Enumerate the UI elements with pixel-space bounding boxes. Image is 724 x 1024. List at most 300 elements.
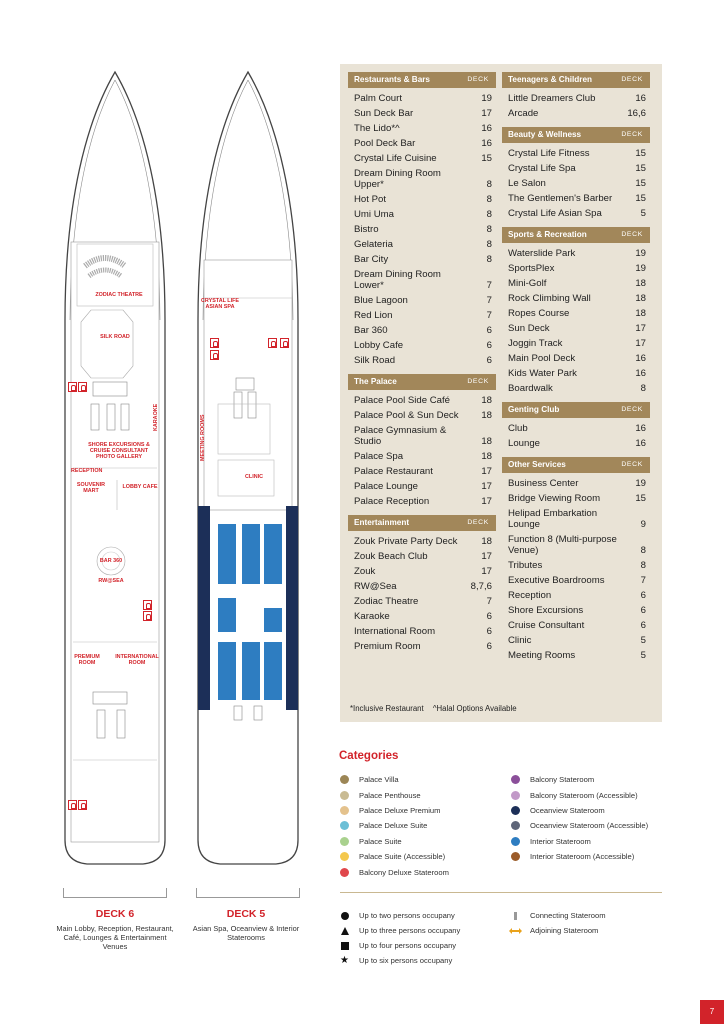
category-swatch: [340, 806, 349, 815]
venue-name: Karaoke: [354, 611, 390, 622]
venue-deck: 19: [481, 93, 492, 104]
category-label: Oceanview Stateroom: [530, 805, 605, 815]
crystal-life-asian-spa-label: CRYSTAL LIFE ASIAN SPA: [201, 298, 239, 311]
symbol-label: Adjoining Stateroom: [530, 926, 599, 935]
section-title: Genting Club: [508, 405, 560, 414]
star-icon: [340, 956, 349, 966]
category-swatch: [340, 791, 349, 800]
venue-deck: 17: [481, 551, 492, 562]
deck-5-bracket: [196, 888, 300, 898]
venue-name: Waterslide Park: [508, 248, 576, 259]
symbol-label: Up to two persons occupany: [359, 911, 455, 920]
venue-deck: 15: [635, 163, 646, 174]
category-label: Balcony Stateroom: [530, 775, 595, 785]
venue-name: Arcade: [508, 108, 539, 119]
venue-deck: 15: [635, 178, 646, 189]
venue-name: The Lido*^: [354, 123, 400, 134]
venue-name: Crystal Life Fitness: [508, 148, 590, 159]
venue-deck: 17: [635, 323, 646, 334]
category-item: [511, 818, 681, 833]
venue-deck: 16: [635, 423, 646, 434]
deck-column-header: DECK: [621, 231, 643, 238]
category-swatch: [511, 821, 520, 830]
category-swatch: [340, 868, 349, 877]
section-title: Teenagers & Children: [508, 75, 593, 84]
venue-deck: 18: [635, 278, 646, 289]
directory-row: [502, 421, 650, 436]
directory-row: [348, 166, 496, 192]
venue-deck: 8: [486, 194, 492, 205]
venue-deck: 7: [640, 575, 646, 586]
directory-row: [348, 136, 496, 151]
venue-name: Dream Dining Room Upper*: [354, 168, 441, 190]
venue-deck: 9: [640, 519, 646, 530]
symbol-label: Connecting Stateroom: [530, 911, 606, 920]
category-item: [340, 787, 510, 802]
category-swatch: [511, 775, 520, 784]
venue-deck: 7: [486, 596, 492, 607]
venue-deck: 18: [635, 308, 646, 319]
reception-label: RECEPTION: [71, 468, 103, 474]
deck-5-title: DECK 5: [226, 908, 266, 920]
square-icon: [340, 942, 349, 950]
deck-column-header: DECK: [467, 378, 489, 385]
category-label: Palace Penthouse: [359, 790, 421, 800]
venue-name: Zouk: [354, 566, 376, 577]
venue-name: Joggin Track: [508, 338, 563, 349]
venue-deck: 6: [486, 611, 492, 622]
venue-name: Umi Uma: [354, 209, 394, 220]
directory-row: [348, 121, 496, 136]
directory-row: [502, 106, 650, 121]
venue-name: Club: [508, 423, 528, 434]
section-title: Other Services: [508, 460, 566, 469]
venue-name: SportsPlex: [508, 263, 555, 274]
directory-row: [348, 464, 496, 479]
venue-name: Shore Excursions: [508, 605, 584, 616]
venue-name: Meeting Rooms: [508, 650, 576, 661]
venue-deck: 17: [481, 481, 492, 492]
venue-name: International Room: [354, 626, 436, 637]
venue-deck: 8: [486, 179, 492, 190]
venue-deck: 18: [481, 410, 492, 421]
venue-deck: 17: [481, 566, 492, 577]
shore-excursions-label: SHORE EXCURSIONS & CRUISE CONSULTANT PHOTO GALLERY: [88, 442, 150, 461]
section-header: [348, 515, 496, 531]
square-icon-glyph: [341, 942, 349, 950]
venue-name: Helipad Embarkation Lounge: [508, 508, 598, 530]
venue-name: Executive Boardrooms: [508, 575, 605, 586]
directory-row: [348, 207, 496, 222]
venue-name: Sun Deck Bar: [354, 108, 414, 119]
adjoining-icon-glyph: [511, 930, 520, 932]
category-swatch: [340, 821, 349, 830]
venue-deck: 7: [486, 280, 492, 291]
deck-6-plan: [63, 70, 167, 870]
venue-name: Kids Water Park: [508, 368, 577, 379]
venue-name: Business Center: [508, 478, 579, 489]
directory-row: [348, 106, 496, 121]
categories-title: Categories: [339, 750, 399, 762]
venue-deck: 18: [481, 395, 492, 406]
rw-sea-label: RW@SEA: [98, 578, 124, 584]
directory-row: [502, 558, 650, 573]
venue-deck: 17: [635, 338, 646, 349]
occupancy-legend: [340, 908, 460, 968]
directory-row: [348, 534, 496, 549]
category-label: Palace Villa: [359, 775, 399, 785]
directory-row: [348, 594, 496, 609]
directory-row: [348, 579, 496, 594]
venue-name: RW@Sea: [354, 581, 397, 592]
legend-divider: [340, 892, 662, 893]
venue-deck: 19: [635, 478, 646, 489]
venue-deck: 8: [486, 224, 492, 235]
directory-row: [502, 276, 650, 291]
venue-name: Bar 360: [354, 325, 388, 336]
directory-row: [348, 639, 496, 654]
connecting-icon-glyph: [514, 912, 517, 920]
directory-row: [348, 624, 496, 639]
directory-row: [348, 252, 496, 267]
directory-row: [348, 222, 496, 237]
venue-deck: 18: [481, 451, 492, 462]
directory-row: [502, 191, 650, 206]
venue-deck: 19: [635, 263, 646, 274]
category-label: Palace Deluxe Suite: [359, 821, 428, 831]
deck-column-header: DECK: [621, 461, 643, 468]
venue-deck: 17: [481, 496, 492, 507]
venue-name: Clinic: [508, 635, 532, 646]
section-header: [348, 72, 496, 88]
venue-deck: 5: [640, 635, 646, 646]
symbol-item: [511, 923, 606, 938]
deck-5-hull: [196, 70, 300, 870]
venue-deck: 8: [640, 383, 646, 394]
directory-section: [348, 515, 496, 654]
category-label: Palace Suite: [359, 836, 402, 846]
directory-row: [502, 491, 650, 506]
directory-row: [502, 532, 650, 558]
venue-deck: 6: [640, 590, 646, 601]
category-swatch: [511, 837, 520, 846]
deck-column-header: DECK: [621, 76, 643, 83]
deck-6-bracket: [63, 888, 167, 898]
restroom-icon: [280, 338, 289, 348]
venue-name: Palace Pool Side Café: [354, 395, 450, 406]
venue-name: Rock Climbing Wall: [508, 293, 591, 304]
section-header: [502, 127, 650, 143]
directory-row: [502, 603, 650, 618]
venue-name: Crystal Life Spa: [508, 163, 576, 174]
triangle-icon-glyph: [341, 927, 349, 935]
venue-name: Palace Reception: [354, 496, 430, 507]
venue-name: Le Salon: [508, 178, 546, 189]
section-header: [502, 227, 650, 243]
venue-name: Mini-Golf: [508, 278, 547, 289]
section-header: [348, 374, 496, 390]
directory-row: [502, 291, 650, 306]
category-label: Interior Stateroom (Accessible): [530, 852, 635, 862]
category-label: Oceanview Stateroom (Accessible): [530, 821, 649, 831]
venue-name: Cruise Consultant: [508, 620, 585, 631]
venue-name: Zodiac Theatre: [354, 596, 419, 607]
category-swatch: [340, 837, 349, 846]
category-label: Palace Deluxe Premium: [359, 805, 441, 815]
venue-name: Pool Deck Bar: [354, 138, 416, 149]
directory-row: [348, 308, 496, 323]
venue-deck: 18: [635, 293, 646, 304]
venue-name: Lobby Cafe: [354, 340, 404, 351]
directory-section: [502, 127, 650, 221]
directory-row: [502, 146, 650, 161]
directory-row: [502, 506, 650, 532]
category-item: [340, 864, 510, 879]
section-header: [502, 72, 650, 88]
directory-row: [502, 476, 650, 491]
directory-row: [348, 293, 496, 308]
souvenir-mart-label: SOUVENIR MART: [76, 482, 106, 495]
venue-name: Palace Restaurant: [354, 466, 433, 477]
section-title: Entertainment: [354, 518, 410, 527]
venue-deck: 5: [640, 650, 646, 661]
venue-name: Boardwalk: [508, 383, 553, 394]
directory-row: [348, 408, 496, 423]
venue-name: Bistro: [354, 224, 379, 235]
directory-row: [502, 366, 650, 381]
directory-row: [502, 261, 650, 276]
venue-name: Red Lion: [354, 310, 393, 321]
categories-legend-right: [511, 772, 681, 864]
page-number: 7: [700, 1000, 724, 1024]
venue-deck: 8: [486, 239, 492, 250]
deck-column-header: DECK: [621, 131, 643, 138]
venue-deck: 6: [486, 626, 492, 637]
restroom-icon: [210, 350, 219, 360]
directory-row: [502, 633, 650, 648]
category-swatch: [340, 775, 349, 784]
category-item: [511, 834, 681, 849]
directory-row: [348, 494, 496, 509]
directory-row: [348, 91, 496, 106]
directory-row: [348, 338, 496, 353]
venue-deck: 7: [486, 310, 492, 321]
deck-6-description: Main Lobby, Reception, Restaurant, Café, Lounges & Entertainment Venues: [56, 924, 174, 951]
category-label: Interior Stateroom: [530, 836, 591, 846]
category-swatch: [511, 791, 520, 800]
directory-row: [348, 192, 496, 207]
venue-name: Little Dreamers Club: [508, 93, 596, 104]
venue-name: Palace Pool & Sun Deck: [354, 410, 459, 421]
directory-section: [348, 72, 496, 368]
stateroom-link-legend: [511, 908, 606, 938]
venue-deck: 15: [481, 153, 492, 164]
star-icon-glyph: ★: [340, 954, 349, 966]
zodiac-theatre-label: ZODIAC THEATRE: [95, 292, 143, 298]
venue-deck: 17: [481, 108, 492, 119]
footnote-halal: ^Halal Options Available: [432, 704, 517, 713]
venue-name: Sun Deck: [508, 323, 550, 334]
restroom-icon: [143, 611, 152, 621]
deck-column-header: DECK: [467, 76, 489, 83]
venue-deck: 6: [640, 620, 646, 631]
categories-legend-left: [340, 772, 510, 880]
directory-row: [502, 91, 650, 106]
silk-road-label: SILK ROAD: [100, 334, 130, 340]
directory-row: [348, 549, 496, 564]
deck-5-plan: [196, 70, 300, 870]
venue-deck: 7: [486, 295, 492, 306]
venue-name: Palace Spa: [354, 451, 404, 462]
restroom-icon: [268, 338, 277, 348]
category-label: Balcony Stateroom (Accessible): [530, 790, 638, 800]
venue-deck: 16: [635, 353, 646, 364]
venue-deck: 5: [640, 208, 646, 219]
venue-name: Dream Dining Room Lower*: [354, 269, 441, 291]
venue-deck: 16: [481, 123, 492, 134]
adjoining-icon: [511, 930, 520, 932]
restroom-icon: [210, 338, 219, 348]
venue-name: Palace Gymnasium & Studio: [354, 425, 447, 447]
venue-name: Palace Lounge: [354, 481, 419, 492]
category-swatch: [511, 852, 520, 861]
category-label: Balcony Deluxe Stateroom: [359, 867, 449, 877]
venue-deck: 16: [635, 93, 646, 104]
venue-deck: 16,6: [627, 108, 646, 119]
venue-deck: 8: [640, 545, 646, 556]
international-room-label: INTERNATIONAL ROOM: [115, 654, 159, 667]
symbol-item: [340, 923, 460, 938]
category-item: [511, 787, 681, 802]
section-title: Beauty & Wellness: [508, 130, 582, 139]
deck-5-description: Asian Spa, Oceanview & Interior Staterooms: [192, 924, 300, 942]
category-item: [340, 834, 510, 849]
category-item: [511, 849, 681, 864]
directory-left-column: [348, 72, 496, 660]
venue-name: Function 8 (Multi-purpose Venue): [508, 534, 617, 556]
venue-deck: 6: [486, 641, 492, 652]
directory-row: [348, 564, 496, 579]
bar-360-label: BAR 360: [99, 558, 123, 564]
directory-row: [502, 176, 650, 191]
directory-row: [502, 648, 650, 663]
directory-section: [502, 227, 650, 396]
directory-row: [348, 449, 496, 464]
venue-directory: [340, 64, 662, 722]
venue-deck: 15: [635, 148, 646, 159]
section-title: Sports & Recreation: [508, 230, 587, 239]
venue-name: Main Pool Deck: [508, 353, 576, 364]
venue-name: Blue Lagoon: [354, 295, 408, 306]
venue-deck: 15: [635, 193, 646, 204]
directory-row: [502, 351, 650, 366]
venue-deck: 8: [486, 209, 492, 220]
deck-column-header: DECK: [621, 406, 643, 413]
directory-row: [348, 267, 496, 293]
venue-name: Silk Road: [354, 355, 396, 366]
category-item: [340, 849, 510, 864]
venue-name: Hot Pot: [354, 194, 386, 205]
triangle-icon: [340, 927, 349, 935]
directory-row: [502, 306, 650, 321]
category-swatch: [511, 806, 520, 815]
venue-deck: 8: [640, 560, 646, 571]
section-title: Restaurants & Bars: [354, 75, 430, 84]
symbol-item: [511, 908, 606, 923]
venue-deck: 6: [486, 340, 492, 351]
venue-name: Tributes: [508, 560, 543, 571]
venue-name: Bar City: [354, 254, 389, 265]
category-item: [511, 772, 681, 787]
venue-deck: 18: [481, 436, 492, 447]
venue-deck: 16: [635, 438, 646, 449]
directory-row: [502, 336, 650, 351]
connecting-icon: [511, 912, 520, 920]
directory-row: [502, 321, 650, 336]
venue-name: Gelateria: [354, 239, 393, 250]
venue-deck: 17: [481, 466, 492, 477]
restroom-icon: [68, 382, 77, 392]
directory-row: [348, 237, 496, 252]
directory-row: [348, 609, 496, 624]
venue-name: Ropes Course: [508, 308, 570, 319]
venue-deck: 18: [481, 536, 492, 547]
directory-row: [348, 479, 496, 494]
directory-row: [502, 588, 650, 603]
symbol-item: [340, 953, 460, 968]
meeting-rooms-label: MEETING ROOMS: [200, 414, 206, 462]
directory-row: [502, 436, 650, 451]
symbol-label: Up to three persons occupany: [359, 926, 461, 935]
category-item: [511, 803, 681, 818]
directory-row: [502, 381, 650, 396]
venue-name: Crystal Life Asian Spa: [508, 208, 602, 219]
venue-deck: 8: [486, 254, 492, 265]
symbol-label: Up to four persons occupany: [359, 941, 457, 950]
section-header: [502, 402, 650, 418]
directory-row: [502, 161, 650, 176]
venue-name: Crystal Life Cuisine: [354, 153, 437, 164]
karaoke-label: KARAOKE: [153, 403, 159, 431]
category-item: [340, 772, 510, 787]
symbol-label: Up to six persons occupany: [359, 956, 453, 965]
directory-row: [348, 393, 496, 408]
deck-6-title: DECK 6: [95, 908, 135, 920]
symbol-item: [340, 908, 460, 923]
venue-name: The Gentlemen's Barber: [508, 193, 613, 204]
directory-row: [502, 573, 650, 588]
venue-deck: 6: [486, 355, 492, 366]
category-item: [340, 803, 510, 818]
section-header: [502, 457, 650, 473]
venue-name: Palm Court: [354, 93, 402, 104]
venue-name: Premium Room: [354, 641, 421, 652]
lobby-cafe-label: LOBBY CAFE: [122, 484, 158, 490]
directory-section: [502, 402, 650, 451]
venue-deck: 19: [635, 248, 646, 259]
venue-name: Bridge Viewing Room: [508, 493, 601, 504]
directory-row: [348, 423, 496, 449]
directory-row: [502, 618, 650, 633]
clinic-label: CLINIC: [245, 474, 263, 480]
restroom-icon: [68, 800, 77, 810]
venue-name: Reception: [508, 590, 552, 601]
category-swatch: [340, 852, 349, 861]
venue-deck: 6: [640, 605, 646, 616]
restroom-icon: [143, 600, 152, 610]
venue-name: Zouk Private Party Deck: [354, 536, 458, 547]
directory-section: [502, 457, 650, 663]
